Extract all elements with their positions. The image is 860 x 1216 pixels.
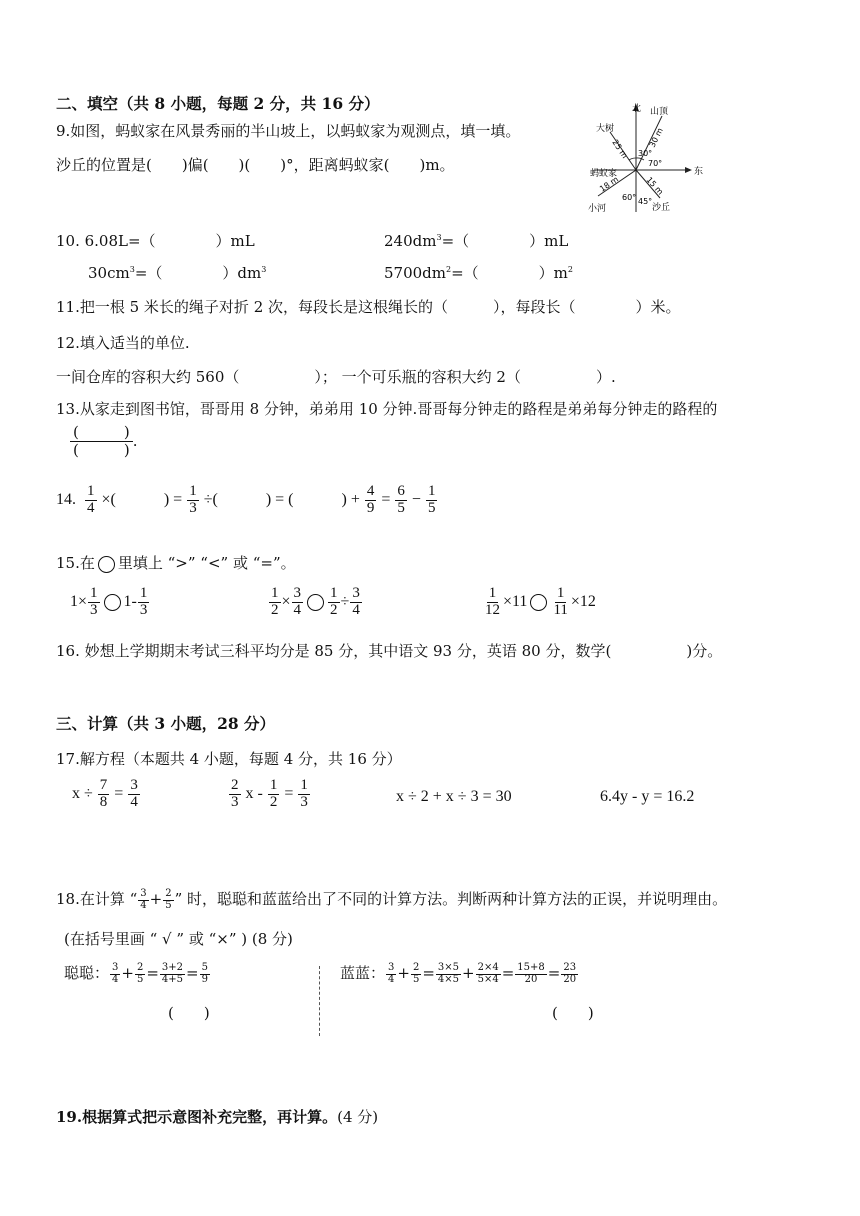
q9-line2: 沙丘的位置是( )偏( )( )°，距离蚂蚁家( )m。 [56, 156, 455, 174]
section-2-title: 二、填空（共 8 小题，每题 2 分，共 16 分） [56, 94, 380, 113]
section-3-title: 三、计算（共 3 小题，28 分） [56, 714, 276, 733]
divider-dashed [319, 966, 320, 1036]
q17-eq1: x ÷ $\frac{7}{8}$ = $\frac{3}{4}$ [72, 777, 138, 810]
q18-text: 18.在计算 “ $\frac{3}{4}$ + $\frac{2}{5}$ ” 时，聪聪和蓝蓝给出了不同的计算方法。判断两种计算方法的正误，并说明理由。 [56, 888, 728, 911]
compass-north: 北 [632, 104, 642, 114]
lanlan-op: + [462, 964, 475, 982]
q19-text: 19.根据算式把示意图补充完整，再计算。(4 分) [56, 1108, 379, 1126]
q18-line2: (在括号里画 “ √ ” 或 “×” ) (8 分) [64, 930, 293, 948]
congcong-method: 聪聪： $\frac{3}{4}$ + $\frac{2}{5}$ = $\frac{3+2}{4+5}$ = $\frac{5}{9}$ [64, 962, 208, 985]
q17-eq4: 6.4y - y = 16.2 [600, 788, 695, 805]
congcong-fraction: $\frac{2}{5}$ [136, 962, 144, 985]
compass-xiaohe: 小河 [588, 204, 607, 214]
compass-d-shan: 30 m [647, 126, 665, 149]
lanlan-fraction: $\frac{2}{5}$ [412, 962, 420, 985]
q13-text: 13.从家走到图书馆，哥哥用 8 分钟，弟弟用 10 分钟.哥哥每分钟走的路程是弟弟每分钟走的路程的 [56, 400, 718, 418]
lanlan-fraction: $\frac{3\times 5}{4\times 5}$ [437, 962, 460, 985]
compass-dashu: 大树 [596, 124, 615, 134]
compass-a-xiaohe: 60° [622, 193, 637, 202]
q16: 16. 妙想上学期期末考试三科平均分是 85 分，其中语文 93 分，英语 80 分，数学( )分。 [56, 642, 723, 660]
q14-expression: 14. $\frac{1}{4}$ ×( ) = $\frac{1}{3}$ ÷( ) = ( ) + $\frac{4}{9}$ = $\frac{6}{5}$ − $\frac{1}{5}$ [56, 483, 436, 516]
compass-shanding: 山顶 [650, 107, 669, 117]
compare-circle-b[interactable] [307, 594, 324, 611]
compass-d-shaqiu: 15 m [644, 175, 665, 197]
compass-a-dashu: 70° [648, 159, 663, 168]
congcong-op: = [186, 964, 199, 982]
q12-title: 12.填入适当的单位. [56, 334, 190, 352]
q10-c: $30cm^3=$（ ）$dm^3$ [88, 264, 267, 282]
compass-diagram [584, 100, 704, 220]
compare-circle-a[interactable] [104, 594, 121, 611]
lanlan-fraction: $\frac{3}{4}$ [388, 962, 395, 985]
q11: 11.把一根 5 米长的绳子对折 2 次，每段长是这根绳长的（ ），每段长（ ）米。 [56, 298, 681, 316]
compass-d-xiaohe: 18 m [598, 174, 621, 194]
lanlan-method: 蓝蓝： $\frac{3}{4}$ + $\frac{2}{5}$ = $\frac{3\times 5}{4\times 5}$ + $\frac{2\times 4}{5\times 4}$ = $\frac{15+8}{20}$ = $\frac{23}{20}$ [340, 962, 577, 985]
q17-eq2: $\frac{2}{3}$ x - $\frac{1}{2}$ = $\frac{1}{3}$ [231, 777, 308, 810]
lanlan-op: + [397, 964, 410, 982]
q17-eq3: x ÷ 2 + x ÷ 3 = 30 [396, 788, 512, 805]
q10-b: $240dm^3=$（ ）mL [384, 232, 569, 250]
congcong-fraction: $\frac{3+2}{4+5}$ [161, 962, 184, 985]
q15-c: $\frac{1}{12}$ ×11 $\frac{1}{11}$ ×12 [485, 585, 596, 618]
q15-b: $\frac{1}{2}$ × $\frac{3}{4}$ $\frac{1}{2}$ ÷ $\frac{3}{4}$ [271, 585, 360, 618]
lanlan-fraction: $\frac{2\times 4}{5\times 4}$ [477, 962, 499, 985]
congcong-op: = [146, 964, 159, 982]
q13-fraction: ( ) ( ) . [70, 424, 138, 460]
q10-d: $5700dm^2=$（ ）$m^2$ [384, 264, 573, 282]
lanlan-fraction: $\frac{15+8}{20}$ [517, 962, 545, 985]
q9-line1: 9.如图，蚂蚁家在风景秀丽的半山坡上，以蚂蚁家为观测点，填一填。 [56, 122, 521, 140]
compass-a-shan: 30° [638, 149, 653, 158]
compare-circle-icon [98, 556, 115, 573]
lanlan-op: = [501, 964, 515, 982]
lanlan-fraction: $\frac{23}{20}$ [563, 962, 577, 985]
lanlan-answer-paren[interactable]: ( ) [552, 1004, 594, 1022]
lanlan-op: = [547, 964, 561, 982]
q15-a: 1× $\frac{1}{3}$ 1- $\frac{1}{3}$ [70, 585, 148, 618]
compass-d-dashu: 25 m [610, 138, 630, 161]
congcong-fraction: $\frac{3}{4}$ [112, 962, 119, 985]
congcong-op: + [121, 964, 134, 982]
q12-text: 一间仓库的容积大约 560（ ）； 一个可乐瓶的容积大约 2（ ）. [56, 368, 616, 386]
lanlan-op: = [422, 964, 435, 982]
compass-east: 东 [694, 167, 704, 177]
compare-circle-c[interactable] [530, 594, 547, 611]
compass-a-shaqiu: 45° [638, 197, 653, 206]
q10-a: 10. 6.08L=（ ）mL [56, 232, 255, 250]
congcong-fraction: $\frac{5}{9}$ [201, 962, 208, 985]
compass-home: 蚂蚁家 [590, 169, 618, 179]
congcong-answer-paren[interactable]: ( ) [168, 1004, 210, 1022]
q17-title: 17.解方程（本题共 4 小题，每题 4 分，共 16 分） [56, 750, 402, 768]
compass-shaqiu: 沙丘 [652, 203, 671, 213]
q15-title: 15.在 里填上 “>” “<” 或 “=”。 [56, 554, 296, 572]
